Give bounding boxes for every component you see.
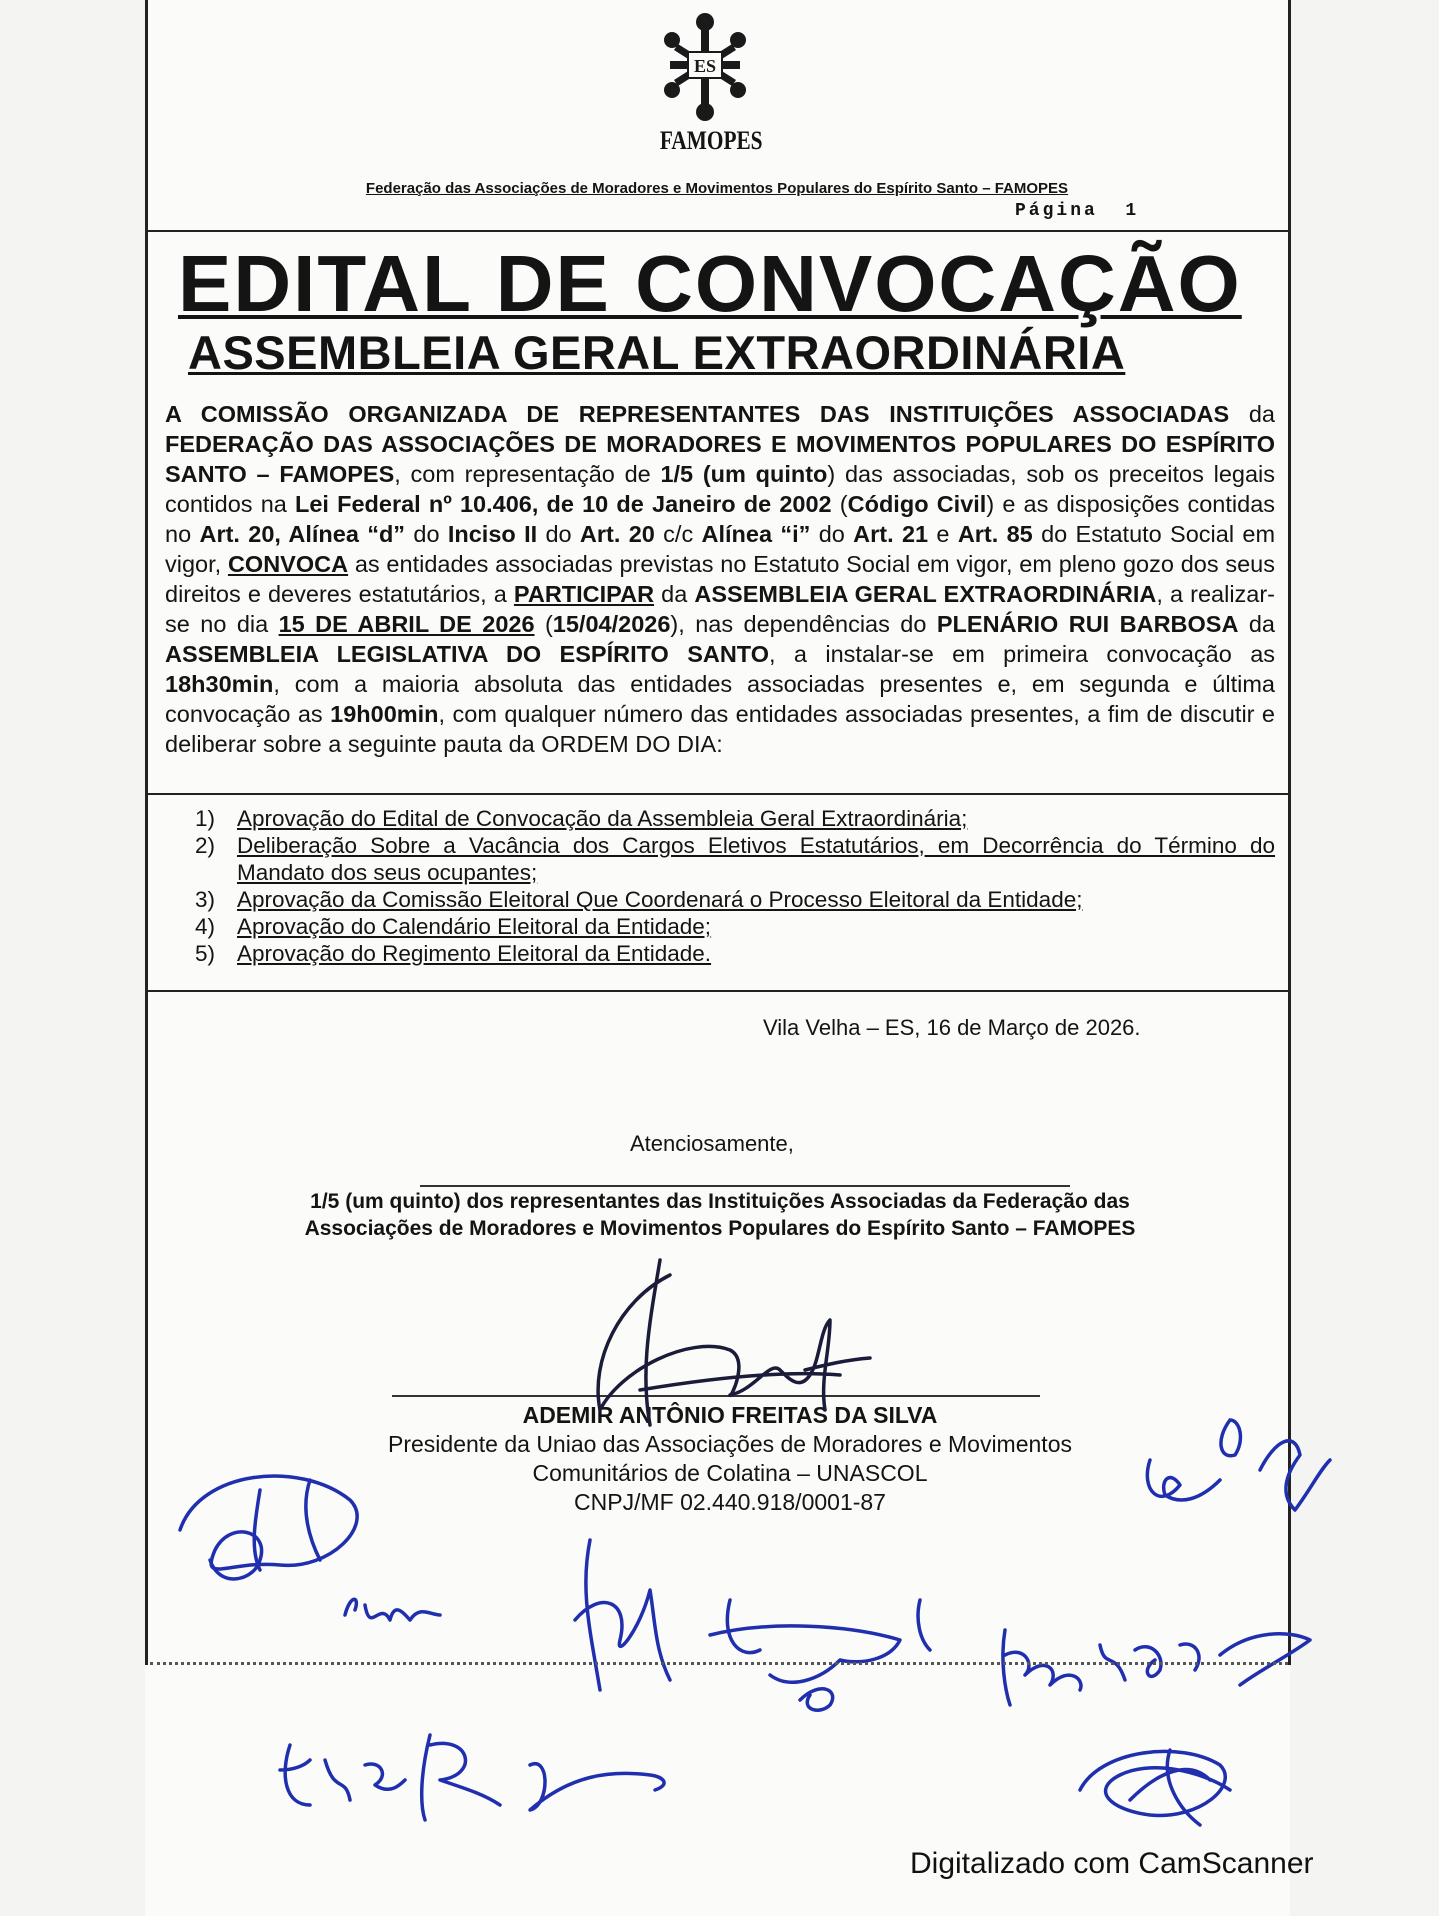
agenda-item-number: 2) [195,833,216,858]
body-segment: ), nas dependências do [670,611,937,637]
body-segment: da [1229,401,1276,427]
header-divider [145,230,1290,232]
agenda-item-text: Aprovação da Comissão Eleitoral Que Coordenará o Processo Eleitoral da Entidade; [237,887,1083,912]
organization-line: Federação das Associações de Moradores e Movimentos Populares do Espírito Santo – FAMOPES [365,180,1069,197]
body-segment: , com a maioria absoluta das entidades associadas presentes e, em segunda e última convocação as [165,671,1275,727]
signer-role: Comunitários de Colatina – UNASCOL [532,1460,928,1486]
agenda-item [195,886,1275,913]
handwritten-signature-icon [990,1610,1330,1710]
body-segment: c/c [654,521,702,547]
body-segment: A COMISSÃO ORGANIZADA DE REPRESENTANTES DAS INSTITUIÇÕES ASSOCIADAS [165,401,1230,427]
body-segment: da [1238,611,1276,637]
left-border [145,0,148,1665]
agenda-item-number: 4) [195,914,216,939]
agenda-item-text: Aprovação do Calendário Eleitoral da Entidade; [237,914,712,939]
camscanner-watermark: Digitalizado com CamScanner [910,1847,1314,1880]
body-segment: PARTICIPAR [513,581,655,607]
handwritten-signature-icon [1120,1400,1340,1540]
bottom-border [150,1662,1288,1668]
body-segment: do [405,521,448,547]
body-segment: , com qualquer número das entidades associadas presentes, a fim de discutir e deliberar sobre a seguinte pauta da ORDEM DO DIA: [165,701,1275,757]
signer-role: Presidente da Uniao das Associações de Moradores e Movimentos [388,1431,1072,1457]
body-segment: Art. 85 [957,521,1033,547]
body-segment: Art. 21 [853,521,929,547]
agenda-item-text: Deliberação Sobre a Vacância dos Cargos Eletivos Estatutários, em Decorrência do Término do Mandato dos seus ocupantes; [237,833,1275,885]
closing-salutation: Atenciosamente, [630,1131,794,1156]
signer-name: ADEMIR ANTÔNIO FREITAS DA SILVA [522,1402,938,1428]
body-segment: , com representação de [394,461,661,487]
document-title: EDITAL DE CONVOCAÇÃO [178,239,1242,328]
body-segment: 15 DE ABRIL DE 2026 [278,611,535,637]
handwritten-signature-icon [335,1575,455,1645]
body-segment: do [537,521,580,547]
body-segment: 15/04/2026 [552,611,671,637]
agenda-item [195,913,1275,940]
body-segment: ASSEMBLEIA LEGISLATIVA DO ESPÍRITO SANTO [165,641,770,667]
handwritten-signature-icon [1060,1730,1260,1840]
agenda-item-number: 5) [195,941,216,966]
main-signature-scribble [580,1240,880,1440]
body-segment: Código Civil [847,491,987,517]
signer-cnpj: CNPJ/MF 02.440.918/0001-87 [574,1489,886,1515]
body-segment: 1/5 (um quinto [660,461,828,487]
body-divider [145,793,1290,795]
body-segment: Alínea “i” [701,521,811,547]
body-segment: as entidades associadas previstas no Estatuto Social em vigor, em pleno gozo dos seus direitos e deveres estatutários, a [165,551,1276,607]
body-segment: Art. 20 [579,521,655,547]
famopes-logo [650,8,763,158]
agenda-item-number: 3) [195,887,216,912]
body-segment: Art. 20, Alínea “d” [199,521,406,547]
body-segment: da [654,581,695,607]
body-segment: ( [831,491,848,517]
page-number: 1 [1125,201,1140,221]
agenda-item [195,940,1275,967]
place-and-date: Vila Velha – ES, 16 de Março de 2026. [763,1015,1141,1040]
body-segment: , a instalar-se em primeira convocação as [769,641,1276,667]
handwritten-signature-icon [270,1715,690,1825]
body-segment: Inciso II [447,521,538,547]
agenda-item [195,832,1275,886]
body-segment: do [810,521,854,547]
logo-emblem-text: ES [693,56,717,76]
signature-line [420,1185,1070,1187]
body-segment: e [928,521,958,547]
body-segment: 18h30min [165,671,274,697]
body-segment: Lei Federal nº 10.406, de 10 de Janeiro de 2002 [295,491,832,517]
representatives-statement: 1/5 (um quinto) dos representantes das Instituições Associadas da Federação das Associações de Moradores e Movimentos Populares do Espírito Santo – FAMOPES [304,1190,1136,1240]
agenda-item [195,805,1275,832]
signature-text [270,1740,271,1741]
body-segment: ) das associadas, sob os preceitos legais contidos na [165,461,1276,517]
body-segment: ) e as disposições contidas no [165,491,1276,547]
agenda-divider [145,990,1290,992]
handwritten-signature-icon [560,1530,690,1710]
convocation-paragraph [165,399,1275,759]
page-indicator [1015,201,1139,221]
document-subtitle: ASSEMBLEIA GERAL EXTRAORDINÁRIA [188,326,1126,379]
handwritten-signature-icon [690,1580,950,1720]
agenda-item-text: Aprovação do Edital de Convocação da Assembleia Geral Extraordinária; [237,806,968,831]
body-segment: PLENÁRIO RUI BARBOSA [936,611,1239,637]
body-segment: do Estatuto Social em vigor, [165,521,1276,577]
page-label: Página [1015,201,1098,221]
logo-name: FAMOPES [659,126,763,155]
body-segment: , a realizar-se no dia [165,581,1276,637]
logo-emblem-icon [650,8,760,126]
body-segment: 19h00min [330,701,439,727]
agenda-list [195,805,1275,967]
signature-text [335,1600,336,1601]
body-segment: ( [534,611,553,637]
agenda-item-text: Aprovação do Regimento Eleitoral da Entidade. [237,941,712,966]
body-segment: CONVOCA [227,551,349,577]
body-segment: ASSEMBLEIA GERAL EXTRAORDINÁRIA [694,581,1157,607]
body-segment: FEDERAÇÃO DAS ASSOCIAÇÕES DE MORADORES E MOVIMENTOS POPULARES DO ESPÍRITO SANTO – FAMOPES [165,431,1275,487]
agenda-item-number: 1) [195,806,216,831]
